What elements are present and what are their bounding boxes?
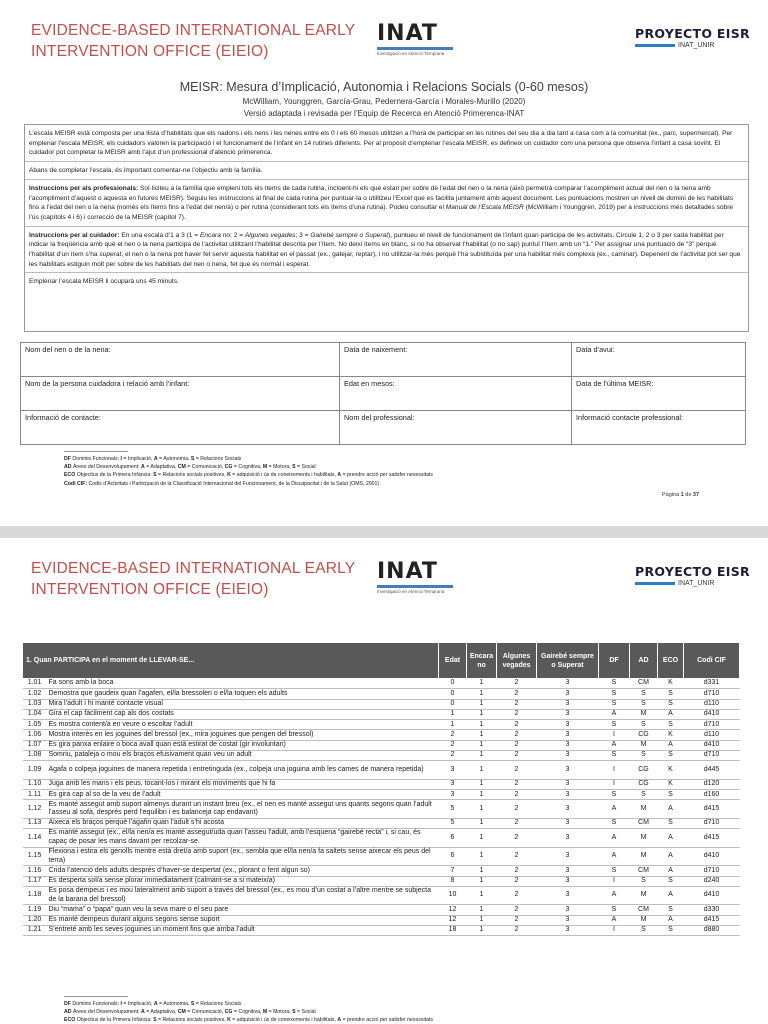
adapted-line: Versió adaptada i revisada per l’Equip de Recerca en Atenció Primerenca-INAT <box>243 109 525 118</box>
birth-date-field[interactable]: Data de naixement: <box>340 343 572 377</box>
item-df: S <box>599 751 630 761</box>
item-df: S <box>599 790 630 800</box>
item-number: 1.14 <box>23 829 47 848</box>
score-sometimes[interactable]: 2 <box>497 905 537 915</box>
inat-logo: INAT Investigació en Atenció Temprana <box>377 22 453 56</box>
item-cif: d330 <box>684 905 740 915</box>
score-sometimes[interactable]: 2 <box>497 847 537 866</box>
item-eco: A <box>658 915 684 925</box>
item-age: 1 <box>439 720 467 730</box>
score-not-yet[interactable]: 1 <box>467 751 497 761</box>
item-age: 2 <box>439 730 467 740</box>
table-row <box>23 709 740 719</box>
item-age: 12 <box>439 905 467 915</box>
score-not-yet[interactable]: 1 <box>467 730 497 740</box>
item-age: 0 <box>439 699 467 709</box>
page-number: Pàgina 1 de 37 <box>662 492 700 498</box>
item-description: Aixeca els braços perquè l’agafin quan l’adult s’hi acosta <box>47 818 439 828</box>
score-sometimes[interactable]: 2 <box>497 886 537 905</box>
item-ad: CM <box>630 905 658 915</box>
score-almost-always[interactable]: 3 <box>537 847 599 866</box>
score-not-yet[interactable]: 1 <box>467 779 497 789</box>
item-age: 5 <box>439 818 467 828</box>
item-cif: d710 <box>684 818 740 828</box>
score-sometimes[interactable]: 2 <box>497 751 537 761</box>
score-almost-always[interactable]: 3 <box>537 751 599 761</box>
score-not-yet[interactable]: 1 <box>467 761 497 780</box>
score-not-yet[interactable]: 1 <box>467 790 497 800</box>
score-not-yet[interactable]: 1 <box>467 847 497 866</box>
table-row <box>23 751 740 761</box>
eisr-logo: PROYECTO EISR INAT_UNIR <box>635 564 750 587</box>
score-not-yet[interactable]: 1 <box>467 679 497 689</box>
item-number: 1.07 <box>23 740 47 750</box>
item-df: S <box>599 679 630 689</box>
item-description: Crida l’atenció dels adults després d’haver-se despertat (ex., plorant o fent algun so) <box>47 866 439 876</box>
score-almost-always[interactable]: 3 <box>537 905 599 915</box>
item-ad: M <box>630 915 658 925</box>
table-row <box>23 800 740 819</box>
score-not-yet[interactable]: 1 <box>467 915 497 925</box>
item-description: Flexiona i estira els genolls mentre està dret/a amb suport (ex., sembla que el/la nen/a fa saltets sense aixecar els peus del terra) <box>47 847 439 866</box>
item-number: 1.13 <box>23 818 47 828</box>
item-eco: K <box>658 730 684 740</box>
item-description: Es mostra content/a en veure o escoltar l’adult <box>47 720 439 730</box>
score-sometimes[interactable]: 2 <box>497 779 537 789</box>
cif-header: Codi CIF <box>684 643 740 679</box>
item-df: S <box>599 866 630 876</box>
item-ad: M <box>630 800 658 819</box>
item-age: 18 <box>439 925 467 935</box>
item-description: Gira el cap fàcilment cap als dos costats <box>47 709 439 719</box>
item-cif: d445 <box>684 761 740 780</box>
score-sometimes[interactable]: 2 <box>497 925 537 935</box>
item-ad: CG <box>630 779 658 789</box>
item-cif: d410 <box>684 847 740 866</box>
item-ad: CG <box>630 761 658 780</box>
item-df: S <box>599 689 630 699</box>
score-almost-always[interactable]: 3 <box>537 761 599 780</box>
item-df: I <box>599 876 630 886</box>
item-description: Agafa o colpeja joguines de manera repetida i entretinguda (ex., colpeja una joguina amb les cames de manera repetida) <box>47 761 439 780</box>
score-almost-always[interactable]: 3 <box>537 866 599 876</box>
score-sometimes[interactable]: 2 <box>497 866 537 876</box>
score-almost-always[interactable]: 3 <box>537 829 599 848</box>
score-almost-always[interactable]: 3 <box>537 800 599 819</box>
item-df: S <box>599 905 630 915</box>
item-number: 1.21 <box>23 925 47 935</box>
item-ad: S <box>630 699 658 709</box>
item-eco: S <box>658 720 684 730</box>
item-cif: d415 <box>684 800 740 819</box>
item-ad: M <box>630 847 658 866</box>
item-cif: d415 <box>684 829 740 848</box>
item-eco: A <box>658 740 684 750</box>
item-description: Juga amb les mans i els peus, tocant-los i mirant els moviments que hi fa <box>47 779 439 789</box>
age-months-field[interactable]: Edat en mesos: <box>340 377 572 411</box>
score-sometimes[interactable]: 2 <box>497 876 537 886</box>
item-eco: S <box>658 689 684 699</box>
item-description: Es desperta sol/a sense plorar immediatament (calmant-se a si mateix/a) <box>47 876 439 886</box>
item-ad: CM <box>630 866 658 876</box>
item-age: 3 <box>439 761 467 780</box>
item-ad: M <box>630 829 658 848</box>
almost-always-header: Gairebé sempre o Superat <box>537 643 599 679</box>
score-almost-always[interactable]: 3 <box>537 779 599 789</box>
item-ad: CM <box>630 679 658 689</box>
item-age: 3 <box>439 779 467 789</box>
score-almost-always[interactable]: 3 <box>537 699 599 709</box>
item-number: 1.05 <box>23 720 47 730</box>
time-paragraph: Emplenar l’escala MEISR li ocuparà uns 45 minuts. <box>29 278 179 286</box>
professional-name-field[interactable]: Nom del professional: <box>340 411 572 445</box>
score-not-yet[interactable]: 1 <box>467 925 497 935</box>
score-not-yet[interactable]: 1 <box>467 699 497 709</box>
eco-header: ECO <box>658 643 684 679</box>
item-eco: S <box>658 818 684 828</box>
item-description: Fa sons amb la boca <box>47 679 439 689</box>
sometimes-header: Algunes vegades <box>497 643 537 679</box>
score-not-yet[interactable]: 1 <box>467 876 497 886</box>
score-sometimes[interactable]: 2 <box>497 709 537 719</box>
item-cif: d120 <box>684 779 740 789</box>
item-cif: d410 <box>684 740 740 750</box>
score-not-yet[interactable]: 1 <box>467 866 497 876</box>
score-almost-always[interactable]: 3 <box>537 925 599 935</box>
item-cif: d710 <box>684 720 740 730</box>
df-header: DF <box>599 643 630 679</box>
item-df: A <box>599 847 630 866</box>
item-df: A <box>599 709 630 719</box>
table-row <box>23 866 740 876</box>
item-eco: A <box>658 829 684 848</box>
item-number: 1.06 <box>23 730 47 740</box>
table-row <box>23 886 740 905</box>
score-not-yet[interactable]: 1 <box>467 905 497 915</box>
table-row <box>23 905 740 915</box>
table-row <box>23 847 740 866</box>
item-age: 3 <box>439 790 467 800</box>
score-sometimes[interactable]: 2 <box>497 790 537 800</box>
footnotes-page-1: DF Dominis Funcionals: I = Implicació, A = Autonomia, S = Relacions Socials AD Àrees del Desenvolupament: A = Adaptativa, CM = Comunicació, CG = Cognitiva, M = Motora, S = Social ECO Objectius de la Primera Infància: S = Relacions socials positives, K = adquisició i ús de coneixements i habilitats, A = prendre acció per satisfer necessitats Codi CIF: Codis d’Activitats i Participació de la Classificació Internacional del Funcionament, de la Discapacitat i de la Salut (OMS, 2001) <box>64 451 433 488</box>
table-row <box>23 876 740 886</box>
item-description: Demostra que gaudeix quan l’agafen, el/la bressolen o el/la toquen els adults <box>47 689 439 699</box>
score-almost-always[interactable]: 3 <box>537 689 599 699</box>
table-row <box>23 720 740 730</box>
child-info-form <box>20 342 746 445</box>
table-row <box>23 730 740 740</box>
professional-contact-field[interactable]: Informació contacte professional: <box>572 411 746 445</box>
eisr-logo: PROYECTO EISR INAT_UNIR <box>635 26 750 49</box>
table-row <box>23 740 740 750</box>
item-df: I <box>599 730 630 740</box>
item-description: Es manté dempeus durant alguns segons sense suport <box>47 915 439 925</box>
item-ad: S <box>630 925 658 935</box>
score-sometimes[interactable]: 2 <box>497 720 537 730</box>
item-description: Es gira cap al so de la veu de l’adult <box>47 790 439 800</box>
score-not-yet[interactable]: 1 <box>467 740 497 750</box>
table-row <box>23 699 740 709</box>
item-description: Diu “mama” o “papa” quan veu la seva mare o el seu pare <box>47 905 439 915</box>
table-row <box>23 915 740 925</box>
score-not-yet[interactable]: 1 <box>467 800 497 819</box>
item-number: 1.18 <box>23 886 47 905</box>
authors-line: McWilliam, Younggren, García-Grau, Pedernera-García i Morales-Murillo (2020) <box>242 97 526 106</box>
item-description: Es manté assegut (ex., el/la nen/a es manté assegut/uda quan l’asseu l’adult, amb l’esquena “gairebé recta” i, si cau, és capaç de posar les mans davant per recolzar-se. <box>47 829 439 848</box>
ad-header: AD <box>630 643 658 679</box>
item-age: 7 <box>439 866 467 876</box>
table-row <box>23 818 740 828</box>
instructions-box <box>24 124 749 332</box>
item-number: 1.10 <box>23 779 47 789</box>
item-age: 0 <box>439 679 467 689</box>
today-date-field[interactable]: Data d’avui: <box>572 343 746 377</box>
item-eco: S <box>658 925 684 935</box>
item-eco: A <box>658 709 684 719</box>
item-age: 2 <box>439 740 467 750</box>
score-not-yet[interactable]: 1 <box>467 709 497 719</box>
meisr-items-table <box>22 642 740 936</box>
item-cif: d110 <box>684 730 740 740</box>
item-cif: d710 <box>684 751 740 761</box>
item-number: 1.20 <box>23 915 47 925</box>
score-sometimes[interactable]: 2 <box>497 699 537 709</box>
inat-logo: INAT Investigació en Atenció Temprana <box>377 560 453 594</box>
item-eco: K <box>658 761 684 780</box>
score-sometimes[interactable]: 2 <box>497 818 537 828</box>
score-not-yet[interactable]: 1 <box>467 818 497 828</box>
item-age: 12 <box>439 915 467 925</box>
score-sometimes[interactable]: 2 <box>497 689 537 699</box>
score-almost-always[interactable]: 3 <box>537 886 599 905</box>
item-cif: d880 <box>684 925 740 935</box>
table-row <box>23 761 740 780</box>
caregiver-instructions: Instruccions per al cuidador: En una escala d’1 a 3 (1 = Encara no; 2 = Algunes vegades; 3 = Gairebé sempre o Superat), puntueu el nivell de funcionament de l’infant quan participa de les activitats. Circule 1, 2 o 3 per cada habilitat per indicar la freqüència amb què el nen o la nena participa de l’activitat utilitzant l’habilitat descrita per l’ítem. No deixi ítems en blanc, si no ha observat l’habilitat (o no sap) puntuï l’ítem amb un “1.” Per assignar una puntuació de “3” perquè l’habilitat d’un ítem s’ha superat, el nen o la nena pot haver fet servir aquesta habilitat en el passat (ex., gatejar, reptar), i no utilitzar-la més perquè l’ha substituïda per una habilitat més complexa (ex., caminar). Depenent de l’activitat pot ser que les habilitats estiguin molt per sobre de les habilitats del nen o nena, fet que és normal i esperat. <box>25 227 748 274</box>
score-almost-always[interactable]: 3 <box>537 790 599 800</box>
item-number: 1.08 <box>23 751 47 761</box>
score-not-yet[interactable]: 1 <box>467 689 497 699</box>
item-ad: S <box>630 751 658 761</box>
item-age: 1 <box>439 709 467 719</box>
child-name-field[interactable]: Nom del nen o de la nena: <box>21 343 340 377</box>
item-eco: K <box>658 779 684 789</box>
item-eco: S <box>658 905 684 915</box>
item-cif: d410 <box>684 709 740 719</box>
item-df: I <box>599 761 630 780</box>
item-ad: M <box>630 709 658 719</box>
item-description: Es manté assegut amb suport almenys durant un instant breu (ex., el nen es manté assegut uns quants segons quan l’adult l’asseu al sofà, després perd l’equilibri i es balanceja cap endavant) <box>47 800 439 819</box>
item-eco: S <box>658 790 684 800</box>
item-cif: d110 <box>684 699 740 709</box>
item-df: A <box>599 829 630 848</box>
item-ad: S <box>630 689 658 699</box>
caregiver-name-field[interactable]: Nom de la persona cuidadora i relació amb l’infant: <box>21 377 340 411</box>
not-yet-header: Encara no <box>467 643 497 679</box>
footnotes-page-2: DF Dominis Funcionals: I = Implicació, A = Autonomia, S = Relacions Socials AD Àrees del Desenvolupament: A = Adaptativa, CM = Comunicació, CG = Cognitiva, M = Motora, S = Social ECO Objectius de la Primera Infància: S = Relacions socials positives, K = adquisició i ús de coneixements i habilitats, A = prendre acció per satisfer necessitats <box>64 996 433 1024</box>
score-sometimes[interactable]: 2 <box>497 800 537 819</box>
item-df: S <box>599 720 630 730</box>
last-meisr-date-field[interactable]: Data de l’última MEISR: <box>572 377 746 411</box>
item-age: 6 <box>439 829 467 848</box>
score-almost-always[interactable]: 3 <box>537 679 599 689</box>
item-df: I <box>599 925 630 935</box>
score-sometimes[interactable]: 2 <box>497 679 537 689</box>
table-row <box>23 790 740 800</box>
item-df: A <box>599 886 630 905</box>
objective-paragraph: Abans de completar l’escala, és important comentar-ne l’objectiu amb la família. <box>25 162 748 180</box>
item-df: S <box>599 699 630 709</box>
routine-header: 1. Quan PARTICIPA en el moment de LLEVAR-SE... <box>23 643 439 679</box>
score-sometimes[interactable]: 2 <box>497 740 537 750</box>
item-cif: d331 <box>684 679 740 689</box>
score-almost-always[interactable]: 3 <box>537 740 599 750</box>
score-almost-always[interactable]: 3 <box>537 876 599 886</box>
item-cif: d710 <box>684 689 740 699</box>
score-almost-always[interactable]: 3 <box>537 720 599 730</box>
score-almost-always[interactable]: 3 <box>537 915 599 925</box>
score-sometimes[interactable]: 2 <box>497 761 537 780</box>
item-age: 6 <box>439 847 467 866</box>
item-df: S <box>599 818 630 828</box>
item-cif: d415 <box>684 915 740 925</box>
item-ad: M <box>630 740 658 750</box>
document-title: MEISR: Mesura d’Implicació, Autonomia i Relacions Socials (0-60 mesos) <box>179 80 589 94</box>
item-eco: S <box>658 876 684 886</box>
item-eco: A <box>658 866 684 876</box>
score-almost-always[interactable]: 3 <box>537 709 599 719</box>
page-2 <box>0 538 768 1024</box>
score-sometimes[interactable]: 2 <box>497 915 537 925</box>
score-almost-always[interactable]: 3 <box>537 730 599 740</box>
eieio-logo-text: EVIDENCE-BASED INTERNATIONAL EARLY INTERVENTION OFFICE (EIEIO) <box>31 560 356 598</box>
item-description: S’entreté amb les seves joguines un moment fins que arriba l’adult <box>47 925 439 935</box>
item-description: Somriu, pataleja o mou els braços efusivament quan veu un adult <box>47 751 439 761</box>
item-eco: A <box>658 886 684 905</box>
item-number: 1.04 <box>23 709 47 719</box>
item-description: Es posa dempeus i es mou lateralment amb suport a través del bressol (ex., es mou d’un costat a l’altre mentre se subjecta de la barana del bressol) <box>47 886 439 905</box>
item-cif: d410 <box>684 886 740 905</box>
item-number: 1.19 <box>23 905 47 915</box>
item-number: 1.12 <box>23 800 47 819</box>
score-sometimes[interactable]: 2 <box>497 730 537 740</box>
item-age: 0 <box>439 689 467 699</box>
table-row <box>23 925 740 935</box>
item-age: 8 <box>439 876 467 886</box>
score-almost-always[interactable]: 3 <box>537 818 599 828</box>
table-row <box>23 829 740 848</box>
item-ad: S <box>630 720 658 730</box>
item-ad: S <box>630 790 658 800</box>
item-number: 1.02 <box>23 689 47 699</box>
score-not-yet[interactable]: 1 <box>467 829 497 848</box>
item-df: A <box>599 740 630 750</box>
contact-info-field[interactable]: Informació de contacte: <box>21 411 340 445</box>
item-df: I <box>599 779 630 789</box>
item-number: 1.11 <box>23 790 47 800</box>
item-ad: CG <box>630 730 658 740</box>
item-cif: d240 <box>684 876 740 886</box>
item-df: A <box>599 915 630 925</box>
item-df: A <box>599 800 630 819</box>
item-number: 1.09 <box>23 761 47 780</box>
item-eco: A <box>658 847 684 866</box>
item-number: 1.15 <box>23 847 47 866</box>
item-cif: d160 <box>684 790 740 800</box>
item-description: Mostra interès en les joguines del bressol (ex., mira joguines que pengen del bressol) <box>47 730 439 740</box>
age-header: Edat <box>439 643 467 679</box>
item-eco: S <box>658 699 684 709</box>
item-age: 5 <box>439 800 467 819</box>
table-row <box>23 779 740 789</box>
item-ad: S <box>630 876 658 886</box>
item-description: Es gira panxa enlaire o boca avall quan està estirat de costat (gir involuntari) <box>47 740 439 750</box>
item-ad: CM <box>630 818 658 828</box>
item-age: 2 <box>439 751 467 761</box>
item-description: Mira l’adult i hi manté contacte visual <box>47 699 439 709</box>
item-eco: A <box>658 800 684 819</box>
item-number: 1.03 <box>23 699 47 709</box>
score-not-yet[interactable]: 1 <box>467 720 497 730</box>
item-eco: S <box>658 751 684 761</box>
score-not-yet[interactable]: 1 <box>467 886 497 905</box>
table-row <box>23 679 740 689</box>
item-ad: M <box>630 886 658 905</box>
professional-instructions: Instruccions per als professionals: Sol·liciteu a la família que empleni tots els ítems de cada rutina, incloent-hi els que estan per sobre de l’edat del nen o la nena (això permetrà comparar l’acompliment actual del nen o la nena amb l’acompliment d’aquest o aquesta en futures MEISR). Seguiu les instruccions al final de cada rutina per puntuar-la o utilitzeu l’Excel que es facilita juntament amb aquest document. Les puntuacions mostren un nivell de domini de les habilitats fins a l’edat del nen o la nena (només els ítems fins a l’edat del nen/a) o per rutina (considerant tots els ítems d’una rutina). Podeu consultar el Manual de l’Escala MEISR (McWilliam i Younggren, 2019) per a instruccions més detallades sobre l’ús (capítols 4 i 6) i correcció de la MEISR (capítol 7). <box>25 180 748 227</box>
item-number: 1.17 <box>23 876 47 886</box>
eieio-logo-text: EVIDENCE-BASED INTERNATIONAL EARLY INTERVENTION OFFICE (EIEIO) <box>31 22 356 60</box>
table-row <box>23 689 740 699</box>
item-number: 1.16 <box>23 866 47 876</box>
item-age: 10 <box>439 886 467 905</box>
intro-paragraph: L’escala MEISR està composta per una llista d’habilitats que els nadons i els nens i les nenes entre els 0 i els 60 mesos utilitzen a l’hora de participar en les rutines del seu dia a dia tant a casa com a la comunitat (ex., parc, supermercat). Per emplenar l’escala MEISR, els cuidadors valoren la participació i el funcionament de l’infant en 14 rutines diferents. Per al propòsit d’emplenar l’escala MEISR, es defineix un cuidador com una persona que observa l’infant a casa sovint. El cuidador pot completar la MEISR amb l’ajut d’un professional d’atenció primerenca. <box>25 125 748 162</box>
item-eco: K <box>658 679 684 689</box>
item-number: 1.01 <box>23 679 47 689</box>
item-cif: d710 <box>684 866 740 876</box>
score-sometimes[interactable]: 2 <box>497 829 537 848</box>
